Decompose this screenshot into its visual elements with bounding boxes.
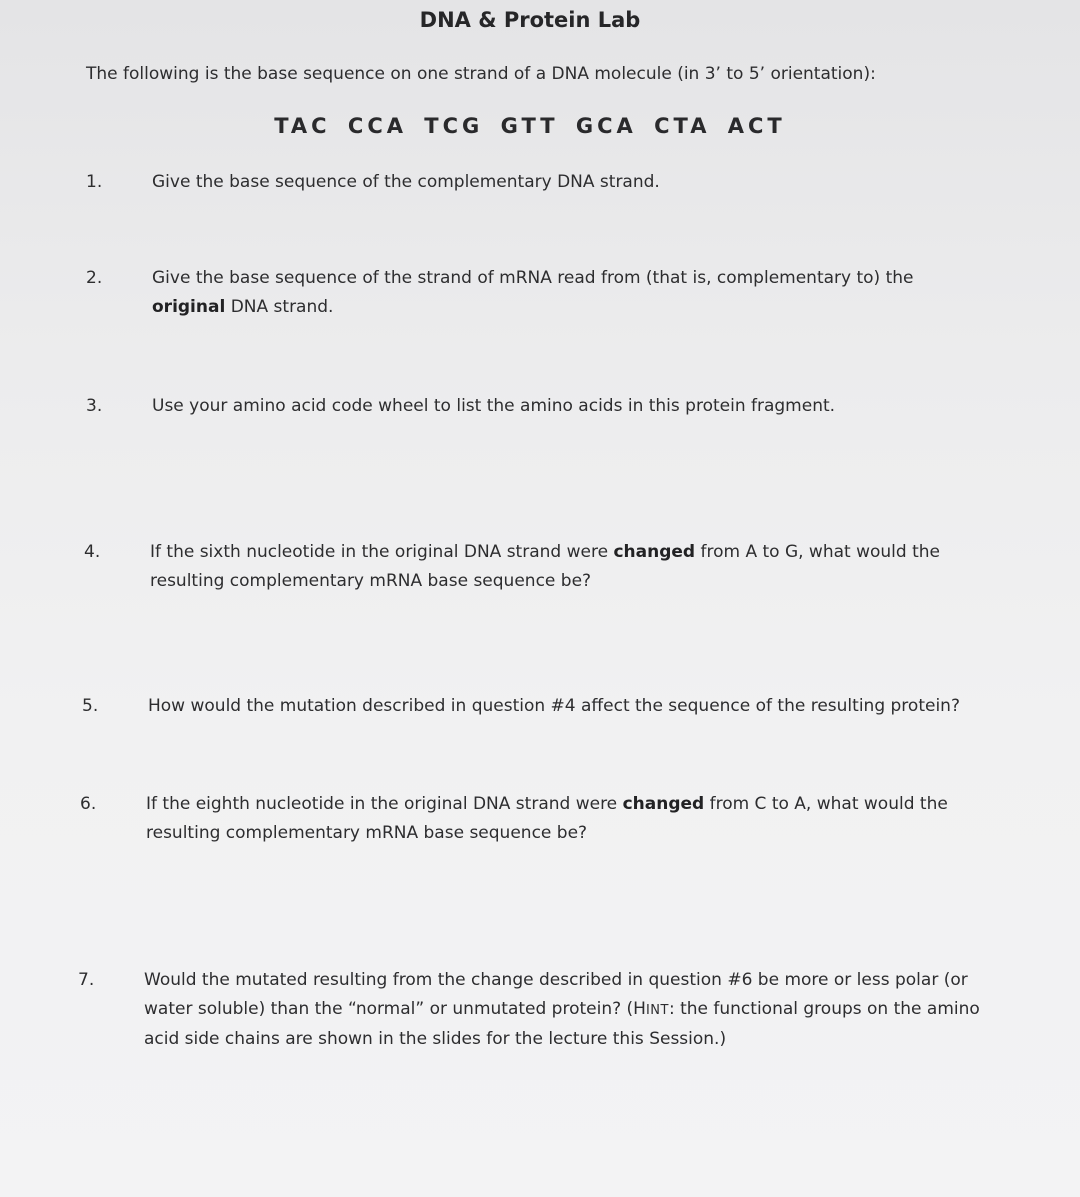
question-text: How would the mutation described in question #4 affect the sequence of the resulting protein? (148, 696, 960, 716)
hint-smallcaps: INT (645, 1003, 669, 1018)
question-text-part: DNA strand. (225, 297, 334, 317)
question-number: 3. (86, 396, 103, 416)
question-number: 5. (82, 696, 99, 716)
question-text-part: from C to A, what would the resulting complementary mRNA base sequence be? (146, 794, 948, 843)
question-number: 6. (80, 794, 97, 814)
question-text-part: : the functional groups on the amino acid side chains are shown in the slides for the lecture this Session.) (144, 999, 980, 1049)
page-title: DNA & Protein Lab (419, 8, 641, 32)
question-text-part: Give the base sequence of the strand of mRNA read from (that is, complementary to) the (152, 268, 914, 288)
question-text (146, 790, 958, 848)
question-text (152, 264, 982, 322)
question-text-part: If the sixth nucleotide in the original DNA strand were (150, 542, 614, 562)
question-text: Give the base sequence of the complementary DNA strand. (152, 172, 660, 192)
emphasis-text: changed (613, 542, 696, 562)
emphasis-text: changed (622, 794, 705, 814)
dna-sequence: TAC CCA TCG GTT GCA CTA ACT (274, 114, 786, 138)
question-text (144, 966, 994, 1054)
question-number: 2. (86, 268, 103, 288)
emphasis-text: original (152, 297, 226, 317)
question-number: 4. (84, 542, 101, 562)
question-text: Use your amino acid code wheel to list the amino acids in this protein fragment. (152, 396, 836, 416)
question-number: 1. (86, 172, 103, 192)
question-text-part: Would the mutated resulting from the change described in question #6 be more or less polar (or water soluble) than the “normal” or unmutated protein? ( (144, 970, 968, 1019)
hint-initial: H (633, 999, 646, 1019)
question-text-part: from A to G, what would the resulting complementary mRNA base sequence be? (150, 542, 940, 591)
question-text (150, 538, 950, 596)
intro-text: The following is the base sequence on one strand of a DNA molecule (in 3’ to 5’ orientation): (86, 64, 876, 84)
question-text-part: If the eighth nucleotide in the original DNA strand were (146, 794, 623, 814)
question-number: 7. (78, 970, 95, 990)
hint-label (633, 999, 669, 1019)
